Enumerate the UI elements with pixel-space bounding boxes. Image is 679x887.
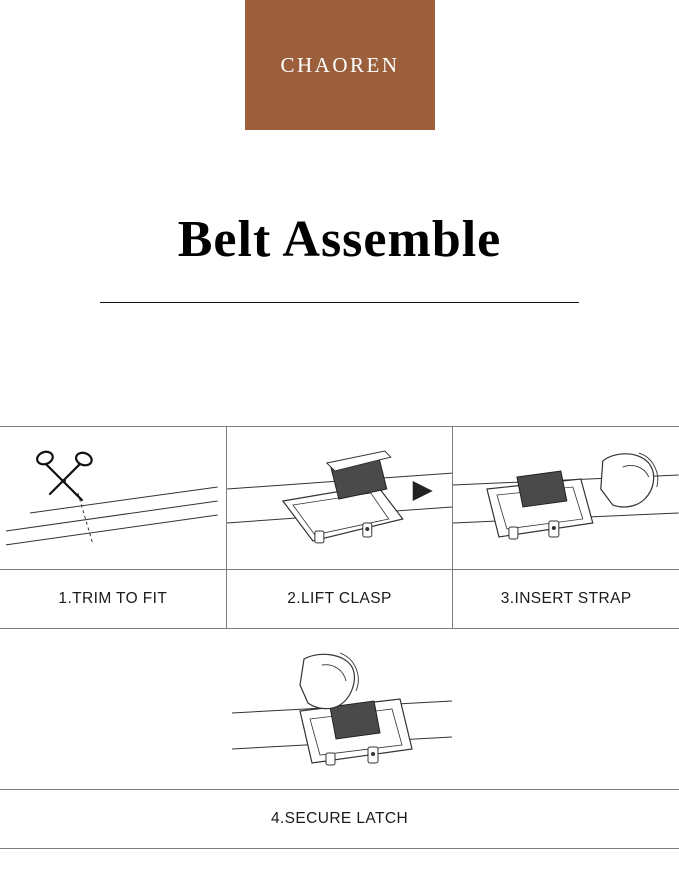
lift-clasp-icon <box>227 427 453 569</box>
step-cell-4 <box>0 649 679 848</box>
step-cell-1 <box>0 427 226 628</box>
instruction-grid <box>0 426 679 849</box>
step-cell-2 <box>226 427 453 628</box>
step-1-label: 1.TRIM TO FIT <box>0 569 226 628</box>
insert-strap-icon <box>453 427 679 569</box>
step-2-illustration <box>227 427 453 569</box>
step-cell-3 <box>452 427 679 628</box>
step-1-illustration <box>0 427 226 569</box>
step-2-label: 2.LIFT CLASP <box>227 569 453 628</box>
step-4-illustration <box>0 649 679 789</box>
secure-latch-icon <box>0 649 679 789</box>
instruction-row-2 <box>0 649 679 849</box>
title-divider <box>100 302 579 303</box>
step-4-label: 4.SECURE LATCH <box>0 789 679 848</box>
page-title: Belt Assemble <box>177 211 502 268</box>
step-3-label: 3.INSERT STRAP <box>453 569 679 628</box>
row-spacer <box>0 629 679 649</box>
brand-block <box>245 0 435 130</box>
step-3-illustration <box>453 427 679 569</box>
scissors-icon <box>0 427 226 569</box>
brand-name: CHAOREN <box>280 52 400 77</box>
instruction-row-1 <box>0 426 679 629</box>
page-title-wrap <box>0 210 679 269</box>
